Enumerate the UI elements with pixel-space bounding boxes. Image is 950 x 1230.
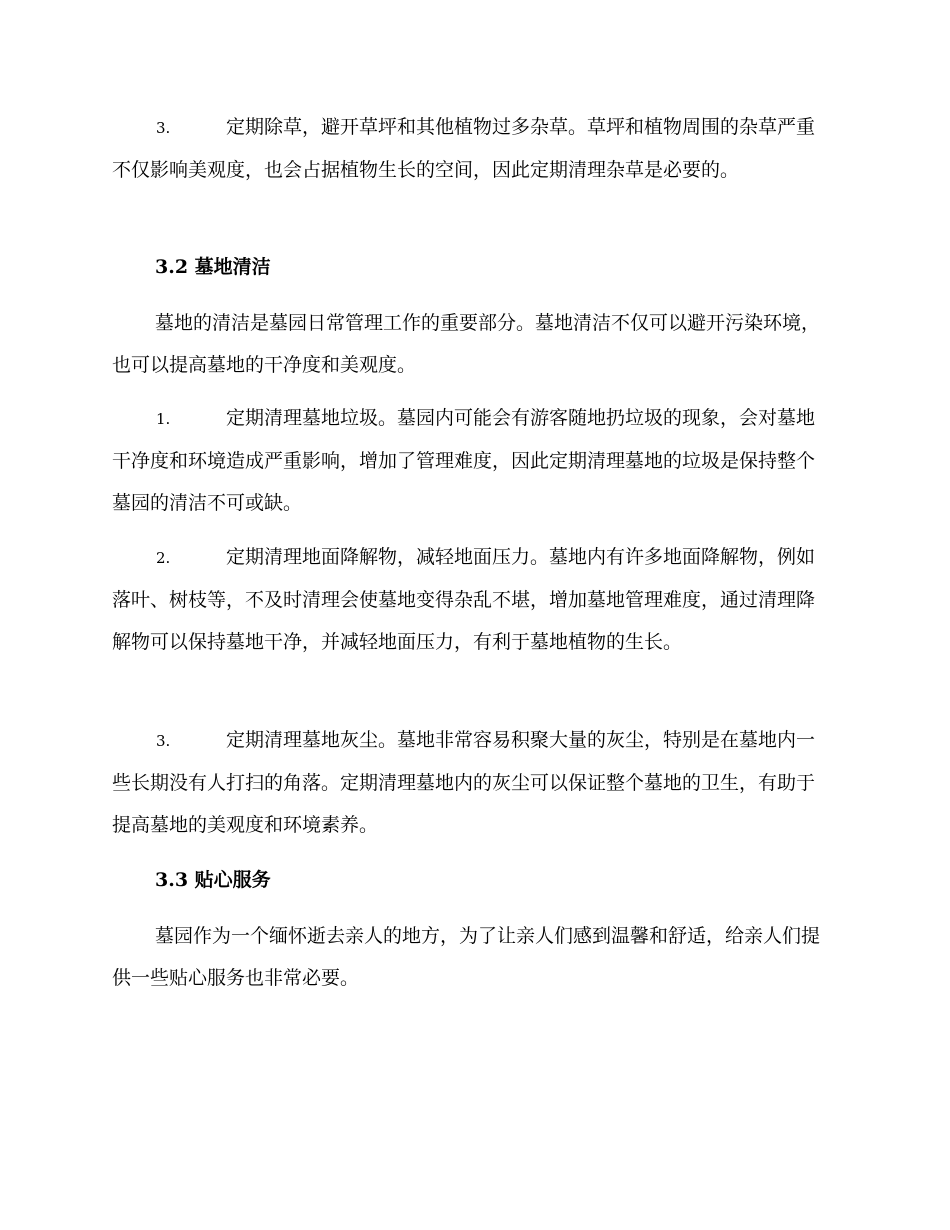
section-heading-service: 3.3 贴心服务 xyxy=(155,869,271,891)
list-number: 2. xyxy=(156,549,171,567)
list-item-garbage xyxy=(112,397,832,524)
list-item-text: 定期清理墓地垃圾。墓园内可能会有游客随地扔垃圾的现象，会对墓地干净度和环境造成严重影响，增加了管理难度，因此定期清理墓地的垃圾是保持整个墓园的清洁不可或缺。 xyxy=(112,407,816,514)
section-heading-cleaning: 3.2 墓地清洁 xyxy=(155,256,271,278)
list-item-text: 定期清理地面降解物，减轻地面压力。墓地内有许多地面降解物，例如落叶、树枝等，不及时清理会使墓地变得杂乱不堪，增加墓地管理难度，通过清理降解物可以保持墓地干净，并减轻地面压力，有利于墓地植物的生长。 xyxy=(112,546,816,653)
list-number: 1. xyxy=(156,410,171,428)
paragraph-service-intro: 墓园作为一个缅怀逝去亲人的地方，为了让亲人们感到温馨和舒适，给亲人们提供一些贴心服务也非常必要。 xyxy=(112,925,821,989)
paragraph-cleaning-intro: 墓地的清洁是墓园日常管理工作的重要部分。墓地清洁不仅可以避开污染环境，也可以提高墓地的干净度和美观度。 xyxy=(112,312,821,376)
list-item-text: 定期清理墓地灰尘。墓地非常容易积聚大量的灰尘，特别是在墓地内一些长期没有人打扫的角落。定期清理墓地内的灰尘可以保证整个墓地的卫生，有助于提高墓地的美观度和环境素养。 xyxy=(112,729,816,836)
list-item-weeding xyxy=(112,106,832,191)
list-item-debris xyxy=(112,536,832,663)
list-number: 3. xyxy=(156,119,171,137)
list-number: 3. xyxy=(156,732,171,750)
list-item-text: 定期除草，避开草坪和其他植物过多杂草。草坪和植物周围的杂草严重不仅影响美观度，也会占据植物生长的空间，因此定期清理杂草是必要的。 xyxy=(112,116,816,181)
list-item-dust xyxy=(112,719,832,846)
